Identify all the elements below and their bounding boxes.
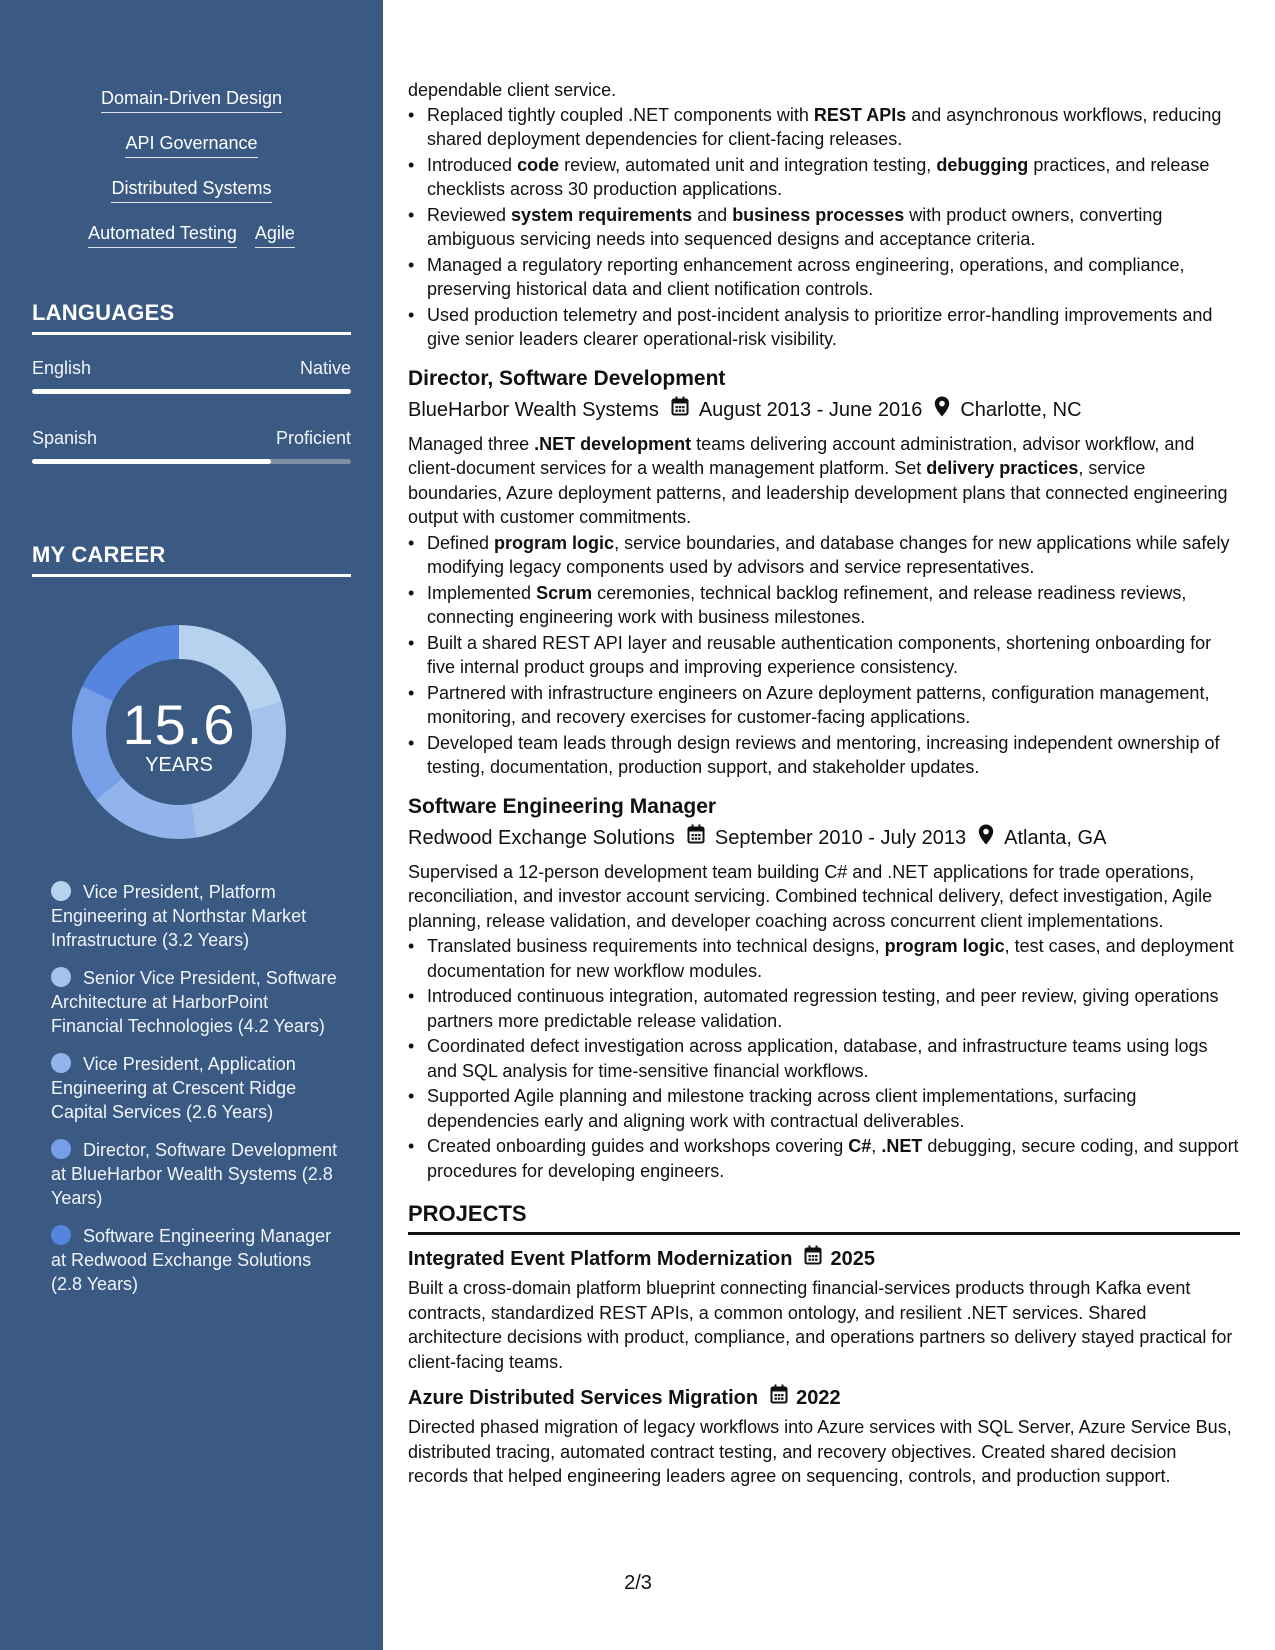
skill-row	[32, 131, 351, 158]
job-bullets	[408, 934, 1240, 1183]
legend-dot-icon	[51, 967, 71, 987]
calendar-icon	[770, 1384, 788, 1412]
job-dates: September 2010 - July 2013	[714, 827, 967, 849]
bullet-item: • Used production telemetry and post-incident analysis to prioritize error-handling improvements and give senior leaders clearer operational-risk visibility.	[408, 303, 1240, 352]
skill-tag[interactable]: Agile	[255, 221, 295, 248]
language-spanish	[32, 428, 351, 464]
job-title: Software Engineering Manager	[408, 794, 717, 818]
legend-dot-icon	[51, 1225, 71, 1245]
career-total-number: 15.6	[122, 693, 236, 756]
project-year: 2025	[830, 1248, 875, 1270]
bullet-item: • Translated business requirements into technical designs, program logic, test cases, and deployment documentation for new workflow modules.	[408, 934, 1240, 983]
career-heading: MY CAREER	[32, 542, 351, 577]
language-name: English	[32, 358, 92, 378]
job-location: Atlanta, GA	[1004, 827, 1107, 849]
job-bullets	[408, 531, 1240, 780]
project-entry	[408, 1384, 1240, 1489]
career-label: Vice President, Application Engineering at Crescent Ridge Capital Services (2.6 Years)	[51, 1054, 297, 1122]
career-legend-item	[51, 1052, 341, 1124]
bold-keyword: Scrum	[536, 582, 593, 603]
bullet-item: • Introduced continuous integration, automated regression testing, and peer review, giving operations partners more predictable release validation.	[408, 984, 1240, 1033]
map-pin-icon	[934, 396, 950, 425]
language-name: Spanish	[32, 428, 98, 448]
bullet-item: • Coordinated defect investigation across application, database, and infrastructure teams using logs and SQL analysis for time-sensitive financial workflows.	[408, 1034, 1240, 1083]
calendar-icon	[687, 824, 705, 852]
experience-list	[408, 365, 1240, 1184]
project-title	[408, 1245, 1240, 1273]
bullet-item: • Managed a regulatory reporting enhancement across engineering, operations, and compliance, preserving historical data and client notification controls.	[408, 253, 1240, 302]
language-english	[32, 358, 351, 394]
experience-bullets	[408, 103, 1240, 352]
bullet-item: • Supported Agile planning and milestone tracking across client implementations, surfacing dependencies early and aligning work with contractual deliverables.	[408, 1084, 1240, 1133]
job-location: Charlotte, NC	[960, 399, 1082, 421]
bullet-item: • Introduced code review, automated unit and integration testing, debugging practices, and release checklists across 30 production applications.	[408, 153, 1240, 202]
career-legend	[51, 880, 341, 1310]
skill-tag[interactable]: Automated Testing	[88, 221, 237, 248]
career-legend-item	[51, 880, 341, 952]
bullet-item: • Implemented Scrum ceremonies, technical backlog refinement, and release readiness reviews, connecting engineering work with business milestones.	[408, 581, 1240, 630]
language-level: Native	[299, 358, 351, 378]
career-label: Vice President, Platform Engineering at Northstar Market Infrastructure (3.2 Years)	[51, 882, 307, 950]
bold-keyword: code	[517, 154, 560, 175]
projects-heading: PROJECTS	[408, 1200, 1240, 1235]
job-meta	[408, 396, 1240, 425]
company-name: BlueHarbor Wealth Systems	[408, 399, 659, 421]
bullet-item: • Defined program logic, service boundaries, and database changes for new applications while safely modifying legacy components used by advisors and service representatives.	[408, 531, 1240, 580]
job-summary: Managed three .NET development teams delivering account administration, advisor workflow, and client-document services for a wealth management platform. Set delivery practices, service boundaries, Azure deployment patterns, and leadership development plans that connected engineering output with customer commitments.	[408, 433, 1228, 527]
bold-keyword: system requirements	[511, 204, 693, 225]
legend-dot-icon	[51, 1139, 71, 1159]
job-summary: Supervised a 12-person development team building C# and .NET applications for trade operations, reconciliation, and investor account servicing. Combined technical delivery, defect investigation, Agile planning, release validation, and developer coaching across concurrent client implementations.	[408, 861, 1213, 931]
skills-list	[32, 86, 351, 266]
skill-tag[interactable]: API Governance	[125, 131, 257, 158]
bullet-item: • Reviewed system requirements and business processes with product owners, converting ambiguous servicing needs into sequenced designs and acceptance criteria.	[408, 203, 1240, 252]
bullet-item: • Built a shared REST API layer and reusable authentication components, shortening onboarding for five internal product groups and improving experience consistency.	[408, 631, 1240, 680]
page-number: 2/3	[624, 1572, 652, 1594]
map-pin-icon	[978, 824, 994, 853]
calendar-icon	[671, 396, 689, 424]
bold-keyword: .NET	[881, 1136, 923, 1156]
language-bar-fill	[32, 459, 271, 464]
job-meta	[408, 824, 1240, 853]
language-level: Proficient	[275, 428, 351, 448]
projects-list	[408, 1245, 1240, 1489]
languages-heading: LANGUAGES	[32, 300, 351, 335]
bold-keyword: debugging	[936, 154, 1029, 175]
project-name: Integrated Event Platform Modernization	[408, 1248, 793, 1270]
bold-keyword: delivery practices	[926, 458, 1079, 478]
bullet-item: • Partnered with infrastructure engineers on Azure deployment patterns, configuration management, monitoring, and recovery exercises for customer-facing applications.	[408, 681, 1240, 730]
legend-dot-icon	[51, 1053, 71, 1073]
project-title	[408, 1384, 1240, 1412]
project-description: Built a cross-domain platform blueprint connecting financial-services products through Kafka event contracts, standardized REST APIs, a common ontology, and resilient .NET services. Shared architecture decisions with product, compliance, and operations partners so delivery stayed practical for client-facing teams.	[408, 1278, 1233, 1372]
job-entry	[408, 793, 1240, 1184]
career-legend-item	[51, 966, 341, 1038]
language-bar	[32, 389, 351, 394]
bullet-item: • Developed team leads through design reviews and mentoring, increasing independent ownership of testing, documentation, production support, and stakeholder updates.	[408, 731, 1240, 780]
skill-tag[interactable]: Domain-Driven Design	[101, 86, 282, 113]
bold-keyword: .NET development	[534, 433, 692, 454]
bold-keyword: business processes	[732, 204, 905, 225]
skill-tag[interactable]: Distributed Systems	[111, 176, 271, 203]
career-total	[67, 620, 291, 844]
calendar-icon	[804, 1245, 822, 1273]
bold-keyword: REST APIs	[813, 104, 907, 125]
career-legend-item	[51, 1138, 341, 1210]
career-legend-item	[51, 1224, 341, 1296]
language-bar	[32, 459, 351, 464]
experience-continued-text: dependable client service.	[408, 80, 617, 100]
legend-dot-icon	[51, 881, 71, 901]
language-bar-fill	[32, 389, 351, 394]
bullet-item: • Replaced tightly coupled .NET components with REST APIs and asynchronous workflows, reducing shared deployment dependencies for client-facing releases.	[408, 103, 1240, 152]
job-entry	[408, 365, 1240, 780]
bold-keyword: program logic	[494, 532, 615, 553]
career-label: Director, Software Development at BlueHarbor Wealth Systems (2.8 Years)	[51, 1140, 338, 1208]
career-label: Software Engineering Manager at Redwood Exchange Solutions (2.8 Years)	[51, 1226, 332, 1294]
project-description: Directed phased migration of legacy workflows into Azure services with SQL Server, Azure Service Bus, distributed tracing, automated contract testing, and recovery objectives. Created shared decision records that helped engineering leaders agree on sequencing, controls, and production support.	[408, 1417, 1232, 1486]
skill-row	[32, 86, 351, 113]
project-entry	[408, 1245, 1240, 1374]
skill-row	[32, 176, 351, 203]
project-name: Azure Distributed Services Migration	[408, 1387, 759, 1409]
project-year: 2022	[796, 1387, 841, 1409]
bullet-item: • Created onboarding guides and workshops covering C#, .NET debugging, secure coding, and support procedures for developing engineers.	[408, 1134, 1240, 1183]
job-title: Director, Software Development	[408, 366, 726, 390]
career-label: Senior Vice President, Software Architecture at HarborPoint Financial Technologies (4.2 Years)	[51, 968, 337, 1036]
skill-row	[32, 221, 351, 248]
bold-keyword: program logic	[884, 936, 1005, 956]
job-dates: August 2013 - June 2016	[698, 399, 923, 421]
sidebar	[0, 0, 383, 1650]
main-content	[408, 78, 1240, 1489]
company-name: Redwood Exchange Solutions	[408, 827, 675, 849]
career-total-unit: YEARS	[145, 754, 213, 776]
bold-keyword: C#	[848, 1136, 872, 1156]
